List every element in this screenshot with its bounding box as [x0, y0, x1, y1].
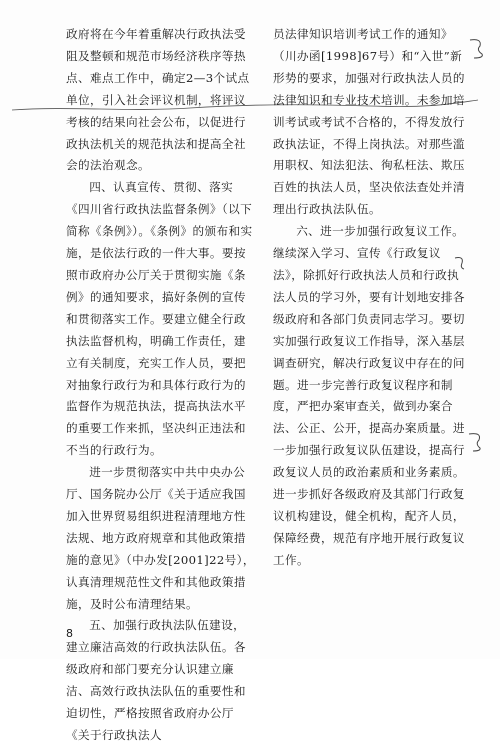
- pencil-scribble-icon: [466, 36, 488, 62]
- paragraph-left-3: 进一步贯彻落实中共中央办公厅、国务院办公厅《关于适应我国加入世界贸易组织进程清理地方性法规、地方政府规章和其他政策措施的意见》（中办发[2001]22号），认真清理规范性文件和其他政策措施，及时公布清理结果。: [66, 465, 255, 611]
- paragraph-right-2: 六、进一步加强行政复议工作。继续深入学习、宣传《行政复议法》，除抓好行政执法人员和行政执法人员的学习外，要有计划地安排各级政府和各部门负责同志学习。要切实加强行政复议工作指导，深入基层调查研究，解决行政复议中存在的问题。进一步完善行政复议程序和制度，严把办案审查关，做到办案合法、公正、公开，提高办案质量。进一步加强行政复议队伍建设，提高行政复议人员的政治素质和业务素质。进一步抓好各级政府及其部门行政复议机构建设，健全机构，配齐人员，保障经费，规范有序地开展行政复议工作。: [273, 224, 465, 567]
- paragraph-left-1: 政府将在今年着重解决行政执法受阻及整顿和规范市场经济秩序等热点、难点工作中，确定2—3个试点单位，引入社会评议机制，将评议考核的结果向社会公布，以促进行政执法机关的规范执法和提高全社会的法治观念。: [66, 27, 250, 173]
- paragraph-left-2: 四、认真宣传、贯彻、落实《四川省行政执法监督条例》（以下简称《条例》）。《条例》的颁布和实施，是依法行政的一件大事。要按照市政府办公厅关于贯彻实施《条例》的通知要求，搞好条例的宣传和贯彻落实工作。要建立健全行政执法监督机构，明确工作责任，建立有关制度，充实工作人员，要把对抽象行政行为和具体行政行为的监督作为规范执法，提高执法水平的重要工作来抓，坚决纠正违法和不当的行政行为。: [66, 180, 253, 458]
- pencil-scribble-icon: [452, 254, 470, 272]
- paragraph-right-1: 员法律知识培训考试工作的通知》（川办函[1998]67号）和“入世”新形势的要求，加强对行政执法人员的法律知识和专业技术培训。未参加培训考试或考试不合格的，不得发放行政执法证，不得上岗执法。对那些滥用职权、知法犯法、徇私枉法、欺压百姓的执法人员，坚决依法查处并清理出行政执法队伍。: [273, 27, 465, 217]
- paragraph-left-4: 五、加强行政执法队伍建设，建立廉洁高效的行政执法队伍。各级政府和部门要充分认识建立廉洁、高效行政执法队伍的重要性和迫切性，严格按照省政府办公厅《关于行政执法人: [66, 618, 246, 742]
- page-number: 8: [66, 627, 73, 640]
- left-text-column: [66, 24, 256, 747]
- pencil-scribble-icon: [466, 430, 486, 454]
- right-text-column: [273, 24, 466, 572]
